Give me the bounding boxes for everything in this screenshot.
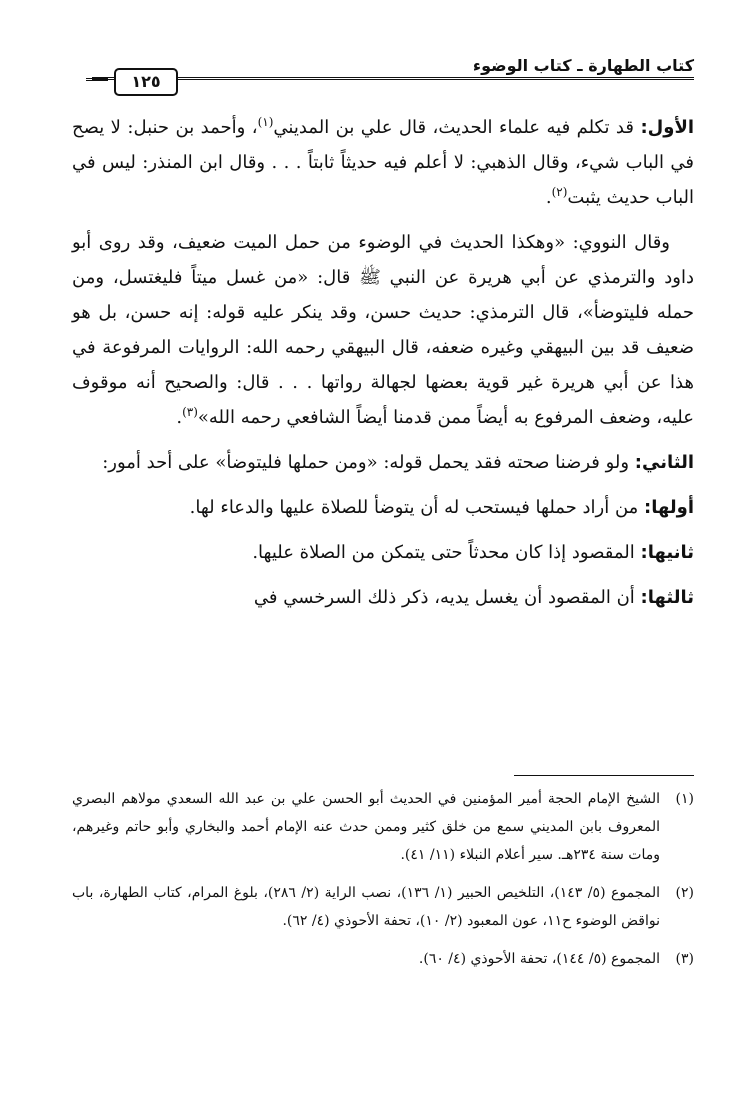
paragraph-first-matter	[72, 490, 694, 525]
paragraph-text: من أراد حملها فيستحب له أن يتوضأ للصلاة عليها والدعاء لها.	[189, 497, 645, 518]
footnote-2	[72, 879, 694, 935]
paragraph-text: قد تكلم فيه علماء الحديث، قال علي بن المديني	[273, 117, 641, 138]
footnote-number: (١)	[675, 791, 694, 807]
page-header	[92, 52, 694, 91]
point-label: ثالثها:	[640, 587, 694, 608]
point-label: الثاني:	[634, 452, 694, 473]
footnote-text: المجموع (٥/ ١٤٣)، التلخيص الحبير (١/ ١٣٦)، نصب الراية (٢/ ٢٨٦)، بلوغ المرام، كتاب الطهارة، باب نواقض الوضوء ح١١، عون المعبود (٢/ ١٠)، تحفة الأحوذي (٤/ ٦٢).	[72, 885, 661, 929]
footnote-text: الشيخ الإمام الحجة أمير المؤمنين في الحديث أبو الحسن علي بن عبد الله السعدي مولاهم البصري المعروف بابن المديني سمع من خلق كثير وممن حدث عنه الإمام أحمد والبخاري وأبو حاتم وغيرهم، ومات سنة ٢٣٤هـ. سير أعلام النبلاء (١١/ ٤١).	[72, 791, 660, 863]
running-title: كتاب الطهارة ـ كتاب الوضوء	[472, 56, 694, 75]
footnote-number: (٣)	[675, 951, 694, 967]
footnote-ref-2[interactable]: (٢)	[551, 185, 568, 199]
paragraph-text: ولو فرضنا صحته فقد يحمل قوله: «ومن حملها فليتوضأ» على أحد أمور:	[102, 452, 635, 473]
paragraph-text: .	[176, 407, 183, 428]
header-rule	[92, 77, 694, 80]
paragraph-text: .	[545, 187, 552, 208]
point-label: أولها:	[644, 497, 694, 518]
paragraph-nawawi-quote	[72, 225, 694, 435]
paragraph-second-point	[72, 445, 694, 480]
footnote-number: (٢)	[675, 885, 694, 901]
header-rule-left	[86, 78, 108, 81]
footnote-ref-3[interactable]: (٣)	[182, 405, 198, 419]
paragraph-text: أن المقصود أن يغسل يديه، ذكر ذلك السرخسي في	[253, 587, 641, 608]
footnote-3	[72, 945, 694, 973]
main-text	[72, 110, 694, 625]
paragraph-first-point	[72, 110, 694, 215]
point-label: الأول:	[640, 117, 695, 138]
footnotes	[72, 785, 694, 983]
footnote-1	[72, 785, 694, 869]
paragraph-text: المقصود إذا كان محدثاً حتى يتمكن من الصلاة عليها.	[252, 542, 641, 563]
paragraph-second-matter	[72, 535, 694, 570]
footnote-ref-1[interactable]: (١)	[257, 115, 274, 129]
point-label: ثانيها:	[640, 542, 694, 563]
footnote-text: المجموع (٥/ ١٤٤)، تحفة الأحوذي (٤/ ٦٠).	[418, 951, 660, 967]
footnote-separator	[514, 775, 694, 776]
paragraph-third-matter	[72, 580, 694, 615]
paragraph-text: ، وأحمد بن حنبل: لا يصح في الباب شيء، وقال الذهبي: لا أعلم فيه حديثاً ثابتاً . . . وقال ابن المنذر: ليس في الباب حديث يثبت	[72, 117, 694, 208]
paragraph-text: وقال النووي: «وهكذا الحديث في الوضوء من حمل الميت ضعيف، وقد روى أبو داود والترمذي عن أبي هريرة عن النبي ﷺ قال: «من غسل ميتاً فليغتسل، ومن حمله فليتوضأ»، قال الترمذي: حديث حسن، وقد ينكر عليه قوله: إنه حسن، بل هو ضعيف قد بين البيهقي وغيره ضعفه، قال البيهقي رحمه الله: الروايات المرفوعة في هذا عن أبي هريرة غير قوية بعضها لجهالة رواتها . . . قال: والصحيح أنه موقوف عليه، وضعف المرفوع به أيضاً ممن قدمنا أيضاً الشافعي رحمه الله»	[72, 232, 694, 428]
page-number: ١٢٥	[114, 68, 178, 96]
